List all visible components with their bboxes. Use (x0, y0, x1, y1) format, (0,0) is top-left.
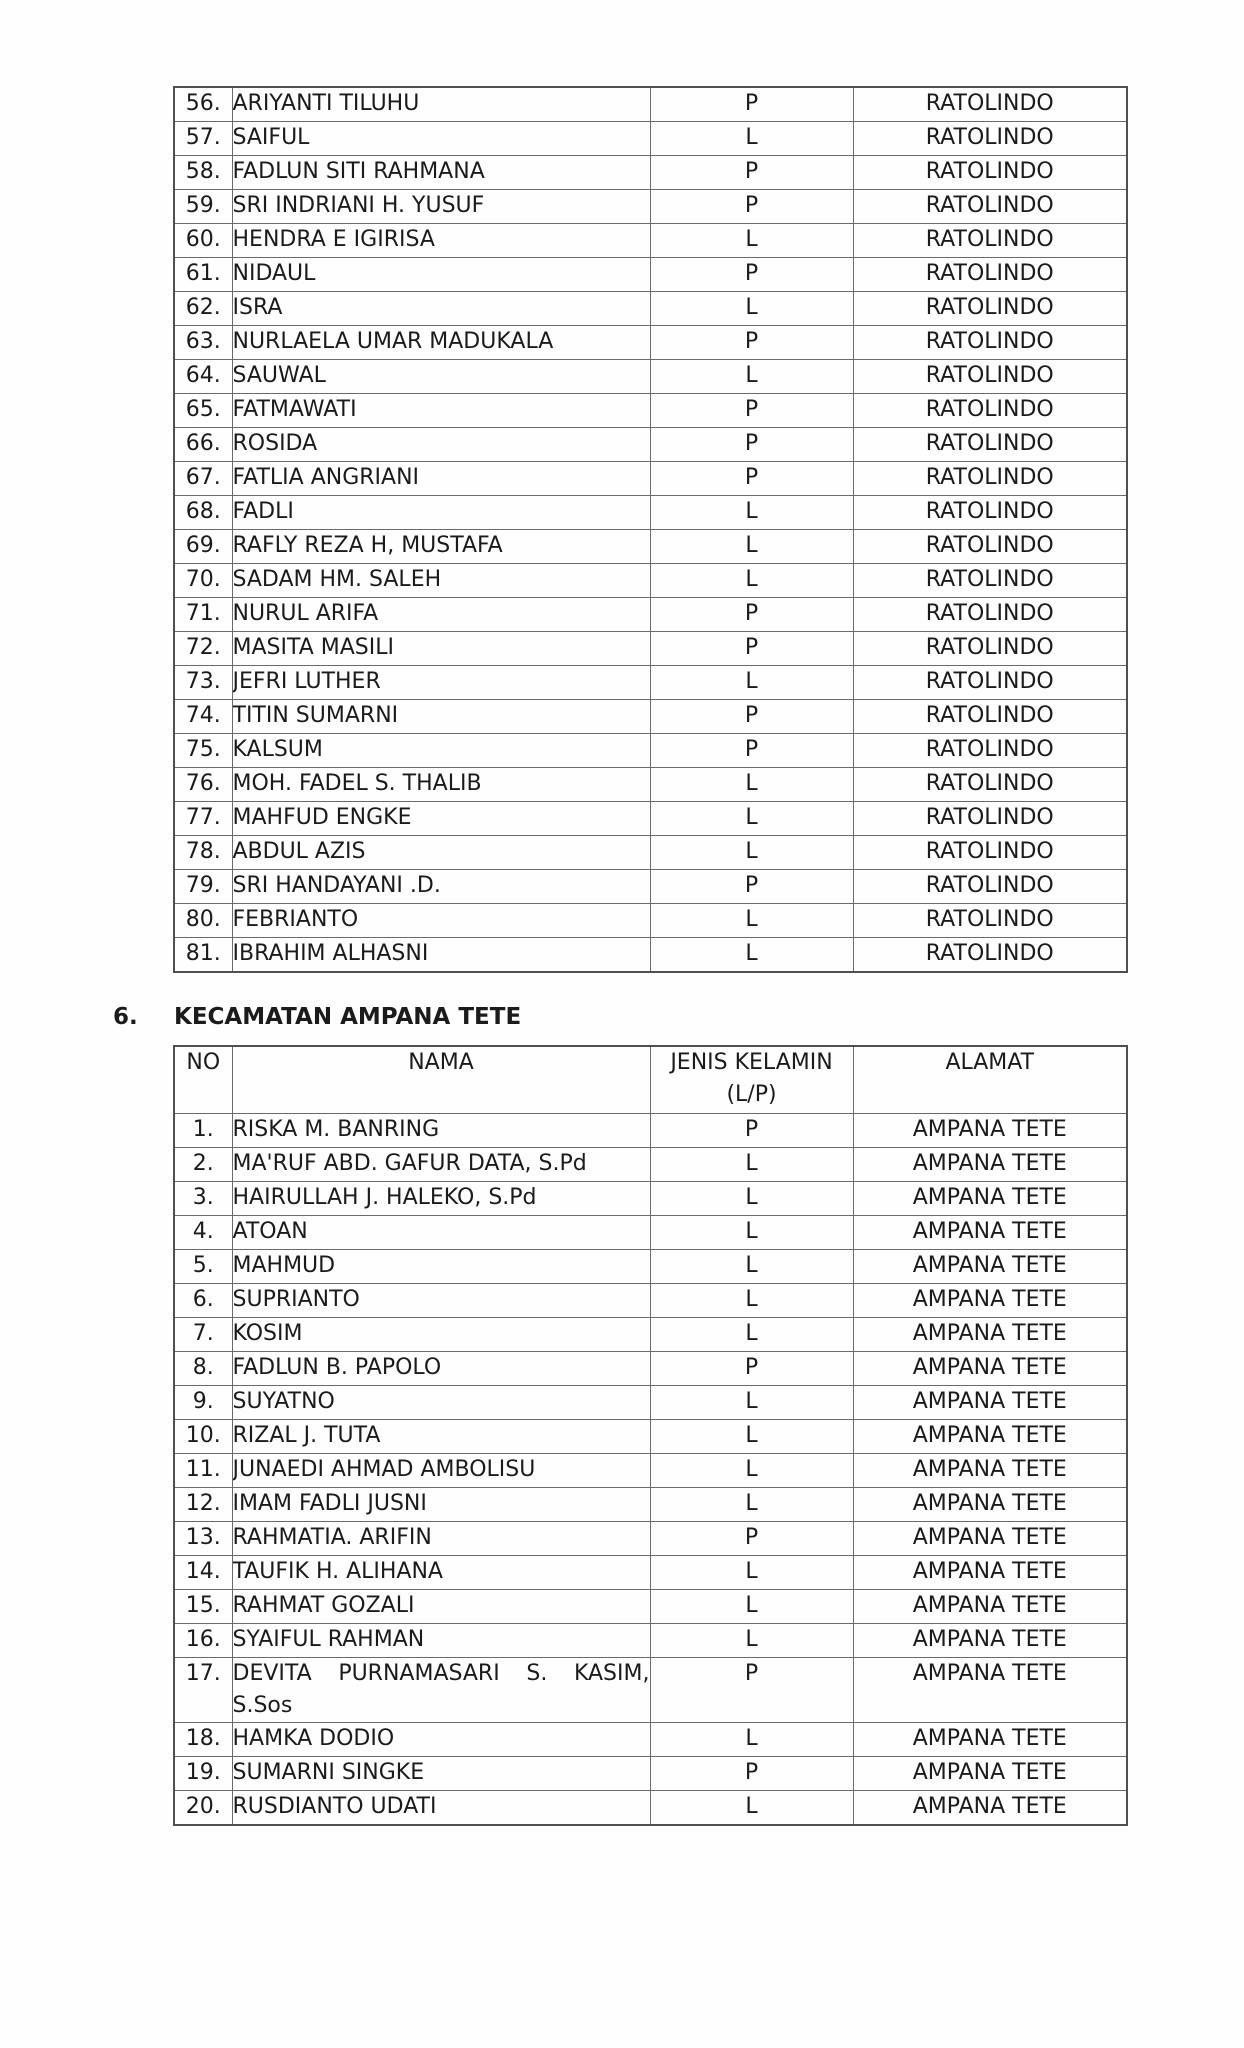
table-row (174, 156, 1127, 190)
address-cell: AMPANA TETE (853, 1386, 1127, 1420)
address-cell: RATOLINDO (853, 666, 1127, 700)
table-row (174, 632, 1127, 666)
name-cell: SAIFUL (232, 122, 650, 156)
name-cell: DEVITA PURNAMASARI S. KASIM, S.Sos (232, 1658, 650, 1723)
address-cell: AMPANA TETE (853, 1148, 1127, 1182)
row-number-cell: 75. (174, 734, 232, 768)
gender-cell: L (650, 1723, 853, 1757)
gender-cell: L (650, 530, 853, 564)
gender-cell: P (650, 1522, 853, 1556)
address-cell: RATOLINDO (853, 292, 1127, 326)
row-number-cell: 65. (174, 394, 232, 428)
table-row (174, 1723, 1127, 1757)
address-cell: AMPANA TETE (853, 1352, 1127, 1386)
header-nama: NAMA (232, 1046, 650, 1114)
row-number-cell: 17. (174, 1658, 232, 1723)
address-cell: AMPANA TETE (853, 1182, 1127, 1216)
gender-cell: L (650, 938, 853, 973)
table-row (174, 1488, 1127, 1522)
address-cell: RATOLINDO (853, 360, 1127, 394)
name-cell: NIDAUL (232, 258, 650, 292)
gender-cell: L (650, 1148, 853, 1182)
address-cell: RATOLINDO (853, 496, 1127, 530)
address-cell: RATOLINDO (853, 768, 1127, 802)
table-row (174, 224, 1127, 258)
row-number-cell: 72. (174, 632, 232, 666)
table-row (174, 904, 1127, 938)
name-cell: FADLUN B. PAPOLO (232, 1352, 650, 1386)
ratolindo-table-body (174, 87, 1127, 972)
gender-cell: L (650, 122, 853, 156)
name-cell: SUYATNO (232, 1386, 650, 1420)
gender-cell: P (650, 190, 853, 224)
address-cell: RATOLINDO (853, 462, 1127, 496)
name-cell: RAHMATIA. ARIFIN (232, 1522, 650, 1556)
gender-cell: P (650, 1658, 853, 1723)
gender-cell: P (650, 734, 853, 768)
row-number-cell: 77. (174, 802, 232, 836)
gender-cell: P (650, 258, 853, 292)
row-number-cell: 73. (174, 666, 232, 700)
section-title: KECAMATAN AMPANA TETE (174, 1004, 522, 1030)
name-cell: ABDUL AZIS (232, 836, 650, 870)
gender-cell: P (650, 394, 853, 428)
table-row (174, 1791, 1127, 1826)
address-cell: RATOLINDO (853, 598, 1127, 632)
address-cell: AMPANA TETE (853, 1624, 1127, 1658)
row-number-cell: 10. (174, 1420, 232, 1454)
table-row (174, 1556, 1127, 1590)
table-row (174, 122, 1127, 156)
gender-cell: L (650, 666, 853, 700)
section-number: 6. (113, 1004, 138, 1030)
gender-cell: L (650, 292, 853, 326)
table-row (174, 1216, 1127, 1250)
row-number-cell: 3. (174, 1182, 232, 1216)
name-cell: SAUWAL (232, 360, 650, 394)
name-cell: JUNAEDI AHMAD AMBOLISU (232, 1454, 650, 1488)
table-row (174, 190, 1127, 224)
gender-cell: P (650, 700, 853, 734)
table-row (174, 360, 1127, 394)
address-cell: AMPANA TETE (853, 1658, 1127, 1723)
row-number-cell: 80. (174, 904, 232, 938)
name-cell: KALSUM (232, 734, 650, 768)
row-number-cell: 2. (174, 1148, 232, 1182)
header-jenis-kelamin-line2: (L/P) (726, 1082, 777, 1107)
gender-cell: L (650, 802, 853, 836)
address-cell: RATOLINDO (853, 224, 1127, 258)
gender-cell: L (650, 224, 853, 258)
gender-cell: L (650, 1284, 853, 1318)
name-cell: RUSDIANTO UDATI (232, 1791, 650, 1826)
gender-cell: P (650, 632, 853, 666)
gender-cell: P (650, 326, 853, 360)
gender-cell: L (650, 836, 853, 870)
name-cell: RAHMAT GOZALI (232, 1590, 650, 1624)
table-row (174, 1352, 1127, 1386)
header-jenis-kelamin (650, 1046, 853, 1114)
gender-cell: L (650, 1556, 853, 1590)
row-number-cell: 66. (174, 428, 232, 462)
row-number-cell: 9. (174, 1386, 232, 1420)
row-number-cell: 14. (174, 1556, 232, 1590)
ampana-tete-table (173, 1045, 1128, 1826)
table-row (174, 666, 1127, 700)
table-row (174, 1420, 1127, 1454)
name-cell: SRI HANDAYANI .D. (232, 870, 650, 904)
row-number-cell: 76. (174, 768, 232, 802)
row-number-cell: 61. (174, 258, 232, 292)
header-no: NO (174, 1046, 232, 1114)
row-number-cell: 63. (174, 326, 232, 360)
name-cell: RAFLY REZA H, MUSTAFA (232, 530, 650, 564)
row-number-cell: 16. (174, 1624, 232, 1658)
address-cell: AMPANA TETE (853, 1522, 1127, 1556)
name-cell: MAHMUD (232, 1250, 650, 1284)
address-cell: AMPANA TETE (853, 1250, 1127, 1284)
address-cell: RATOLINDO (853, 802, 1127, 836)
address-cell: RATOLINDO (853, 700, 1127, 734)
row-number-cell: 15. (174, 1590, 232, 1624)
address-cell: AMPANA TETE (853, 1216, 1127, 1250)
row-number-cell: 19. (174, 1757, 232, 1791)
address-cell: AMPANA TETE (853, 1590, 1127, 1624)
name-cell: ARIYANTI TILUHU (232, 87, 650, 122)
address-cell: RATOLINDO (853, 632, 1127, 666)
address-cell: AMPANA TETE (853, 1454, 1127, 1488)
table-row (174, 598, 1127, 632)
address-cell: AMPANA TETE (853, 1723, 1127, 1757)
name-cell: SADAM HM. SALEH (232, 564, 650, 598)
table-row (174, 802, 1127, 836)
name-cell: IBRAHIM ALHASNI (232, 938, 650, 973)
ratolindo-continuation-table (173, 86, 1128, 973)
table-row (174, 1757, 1127, 1791)
gender-cell: L (650, 1250, 853, 1284)
gender-cell: L (650, 1216, 853, 1250)
table-row (174, 1454, 1127, 1488)
address-cell: RATOLINDO (853, 394, 1127, 428)
address-cell: RATOLINDO (853, 156, 1127, 190)
table-row (174, 394, 1127, 428)
name-cell: TITIN SUMARNI (232, 700, 650, 734)
name-cell: RIZAL J. TUTA (232, 1420, 650, 1454)
name-cell: MOH. FADEL S. THALIB (232, 768, 650, 802)
name-cell: MAHFUD ENGKE (232, 802, 650, 836)
table-row (174, 938, 1127, 973)
address-cell: RATOLINDO (853, 326, 1127, 360)
table-row (174, 496, 1127, 530)
table-row (174, 530, 1127, 564)
gender-cell: L (650, 768, 853, 802)
table-row (174, 428, 1127, 462)
gender-cell: P (650, 87, 853, 122)
row-number-cell: 7. (174, 1318, 232, 1352)
name-cell: FADLI (232, 496, 650, 530)
row-number-cell: 5. (174, 1250, 232, 1284)
name-cell: ROSIDA (232, 428, 650, 462)
gender-cell: L (650, 1624, 853, 1658)
table-row (174, 1182, 1127, 1216)
address-cell: RATOLINDO (853, 904, 1127, 938)
row-number-cell: 20. (174, 1791, 232, 1826)
gender-cell: P (650, 156, 853, 190)
header-alamat: ALAMAT (853, 1046, 1127, 1114)
name-cell: SUPRIANTO (232, 1284, 650, 1318)
address-cell: RATOLINDO (853, 530, 1127, 564)
address-cell: RATOLINDO (853, 258, 1127, 292)
address-cell: AMPANA TETE (853, 1488, 1127, 1522)
row-number-cell: 68. (174, 496, 232, 530)
gender-cell: L (650, 1590, 853, 1624)
row-number-cell: 74. (174, 700, 232, 734)
name-cell: NURUL ARIFA (232, 598, 650, 632)
name-cell: FADLUN SITI RAHMANA (232, 156, 650, 190)
gender-cell: L (650, 496, 853, 530)
name-cell: SUMARNI SINGKE (232, 1757, 650, 1791)
row-number-cell: 4. (174, 1216, 232, 1250)
address-cell: AMPANA TETE (853, 1318, 1127, 1352)
address-cell: RATOLINDO (853, 938, 1127, 973)
gender-cell: L (650, 1318, 853, 1352)
row-number-cell: 70. (174, 564, 232, 598)
name-cell: HAIRULLAH J. HALEKO, S.Pd (232, 1182, 650, 1216)
address-cell: AMPANA TETE (853, 1757, 1127, 1791)
name-cell: IMAM FADLI JUSNI (232, 1488, 650, 1522)
row-number-cell: 78. (174, 836, 232, 870)
table-row (174, 1318, 1127, 1352)
name-cell: MASITA MASILI (232, 632, 650, 666)
address-cell: RATOLINDO (853, 190, 1127, 224)
gender-cell: P (650, 428, 853, 462)
name-cell: FATMAWATI (232, 394, 650, 428)
table-row (174, 258, 1127, 292)
address-cell: RATOLINDO (853, 734, 1127, 768)
gender-cell: L (650, 1454, 853, 1488)
row-number-cell: 8. (174, 1352, 232, 1386)
row-number-cell: 69. (174, 530, 232, 564)
name-cell: NURLAELA UMAR MADUKALA (232, 326, 650, 360)
table-row (174, 462, 1127, 496)
row-number-cell: 56. (174, 87, 232, 122)
row-number-cell: 81. (174, 938, 232, 973)
row-number-cell: 79. (174, 870, 232, 904)
address-cell: AMPANA TETE (853, 1420, 1127, 1454)
table-row (174, 836, 1127, 870)
name-cell: SYAIFUL RAHMAN (232, 1624, 650, 1658)
table-row (174, 326, 1127, 360)
row-number-cell: 67. (174, 462, 232, 496)
table-row (174, 1284, 1127, 1318)
table-row (174, 292, 1127, 326)
table-row (174, 1250, 1127, 1284)
row-number-cell: 6. (174, 1284, 232, 1318)
table-row (174, 734, 1127, 768)
gender-cell: P (650, 598, 853, 632)
row-number-cell: 59. (174, 190, 232, 224)
table-row (174, 768, 1127, 802)
row-number-cell: 18. (174, 1723, 232, 1757)
gender-cell: P (650, 870, 853, 904)
gender-cell: L (650, 1182, 853, 1216)
name-cell: FATLIA ANGRIANI (232, 462, 650, 496)
row-number-cell: 57. (174, 122, 232, 156)
gender-cell: L (650, 1791, 853, 1826)
address-cell: RATOLINDO (853, 87, 1127, 122)
table-row (174, 87, 1127, 122)
row-number-cell: 11. (174, 1454, 232, 1488)
address-cell: AMPANA TETE (853, 1791, 1127, 1826)
address-cell: AMPANA TETE (853, 1284, 1127, 1318)
table-row (174, 700, 1127, 734)
gender-cell: P (650, 1114, 853, 1148)
address-cell: AMPANA TETE (853, 1114, 1127, 1148)
gender-cell: P (650, 1757, 853, 1791)
table-row (174, 564, 1127, 598)
name-cell: RISKA M. BANRING (232, 1114, 650, 1148)
ampana-tete-table-body (174, 1046, 1127, 1825)
row-number-cell: 12. (174, 1488, 232, 1522)
row-number-cell: 60. (174, 224, 232, 258)
row-number-cell: 1. (174, 1114, 232, 1148)
table-row (174, 1114, 1127, 1148)
table-row (174, 1522, 1127, 1556)
name-cell: TAUFIK H. ALIHANA (232, 1556, 650, 1590)
table-row (174, 1386, 1127, 1420)
address-cell: RATOLINDO (853, 870, 1127, 904)
table-row (174, 1590, 1127, 1624)
gender-cell: L (650, 564, 853, 598)
name-cell: KOSIM (232, 1318, 650, 1352)
table-row (174, 1658, 1127, 1723)
gender-cell: P (650, 1352, 853, 1386)
name-cell: FEBRIANTO (232, 904, 650, 938)
row-number-cell: 64. (174, 360, 232, 394)
name-cell: MA'RUF ABD. GAFUR DATA, S.Pd (232, 1148, 650, 1182)
gender-cell: P (650, 462, 853, 496)
address-cell: RATOLINDO (853, 428, 1127, 462)
address-cell: RATOLINDO (853, 122, 1127, 156)
name-cell: JEFRI LUTHER (232, 666, 650, 700)
row-number-cell: 71. (174, 598, 232, 632)
address-cell: RATOLINDO (853, 564, 1127, 598)
row-number-cell: 58. (174, 156, 232, 190)
row-number-cell: 62. (174, 292, 232, 326)
table-row (174, 870, 1127, 904)
name-cell: HAMKA DODIO (232, 1723, 650, 1757)
table-row (174, 1624, 1127, 1658)
name-cell: HENDRA E IGIRISA (232, 224, 650, 258)
section-heading (113, 1002, 521, 1032)
table-header-row (174, 1046, 1127, 1114)
gender-cell: L (650, 1488, 853, 1522)
table-row (174, 1148, 1127, 1182)
row-number-cell: 13. (174, 1522, 232, 1556)
address-cell: AMPANA TETE (853, 1556, 1127, 1590)
gender-cell: L (650, 360, 853, 394)
gender-cell: L (650, 904, 853, 938)
name-cell: ATOAN (232, 1216, 650, 1250)
name-cell: ISRA (232, 292, 650, 326)
name-cell: SRI INDRIANI H. YUSUF (232, 190, 650, 224)
address-cell: RATOLINDO (853, 836, 1127, 870)
header-jenis-kelamin-line1: JENIS KELAMIN (670, 1050, 833, 1075)
gender-cell: L (650, 1386, 853, 1420)
gender-cell: L (650, 1420, 853, 1454)
